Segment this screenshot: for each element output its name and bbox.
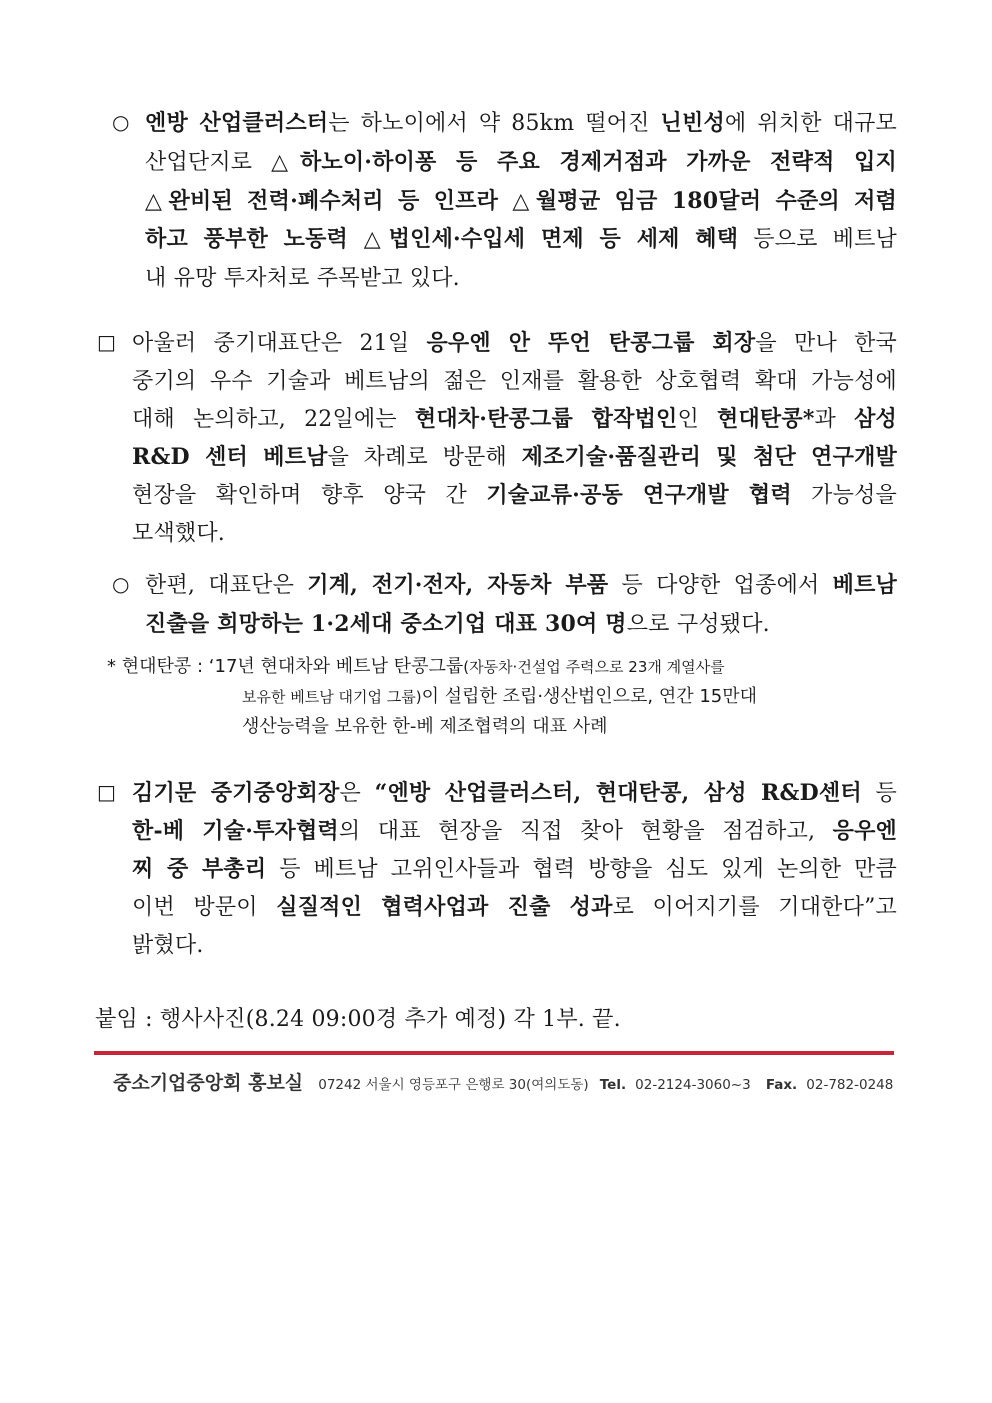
footer-org: 중소기업중앙회 홍보실 [113, 1072, 304, 1094]
text-line: 모색했다. [132, 521, 226, 546]
bullet-square: □ [97, 330, 117, 354]
bullet-circle: ○ [112, 110, 130, 134]
bullet-circle: ○ [112, 572, 130, 596]
text-line: 한-베 기술·투자협력의 대표 현장을 직접 찾아 현황을 점검하고, 응우엔 [132, 818, 897, 844]
text-line: 김기문 중기중앙회장은 “엔방 산업클러스터, 현대탄콩, 삼성 R&D센터 등 [132, 780, 897, 806]
text-line: △완비된 전력·폐수처리 등 인프라 △월평균 임금 180달러 수준의 저렴 [145, 188, 897, 214]
footnote-line: 생산능력을 보유한 한-베 제조협력의 대표 사례 [242, 716, 608, 737]
footnote-line: * 현대탄콩 : ‘17년 현대차와 베트남 탄콩그룹(자동차·건설업 주력으로 23개 계열사를 [107, 656, 725, 677]
text-line: R&D 센터 베트남을 차례로 방문해 제조기술·품질관리 및 첨단 연구개발 [132, 444, 897, 470]
text-line: 하고 풍부한 노동력 △법인세·수입세 면제 등 세제 혜택 등으로 베트남 [145, 226, 897, 252]
text-line: 산업단지로 △하노이·하이퐁 등 주요 경제거점과 가까운 전략적 입지 [145, 149, 897, 175]
text-line: 중기의 우수 기술과 베트남의 젊은 인재를 활용한 상호협력 확대 가능성에 [132, 369, 897, 394]
bullet-square: □ [97, 780, 117, 804]
footer [113, 1068, 893, 1095]
footer-address: 07242 서울시 영등포구 은행로 30(여의도동) [318, 1077, 589, 1093]
text-line: 밝혔다. [132, 933, 204, 958]
text-line: 이번 방문이 실질적인 협력사업과 진출 성과로 이어지기를 기대한다”고 [132, 894, 897, 920]
text-line: 진출을 희망하는 1·2세대 중소기업 대표 30여 명으로 구성됐다. [145, 611, 770, 637]
footer-fax: 02-782-0248 [806, 1077, 894, 1093]
footer-fax-label: Fax. [765, 1077, 798, 1093]
text-line: 아울러 중기대표단은 21일 응우엔 안 뚜언 탄콩그룹 회장을 만나 한국 [132, 330, 897, 356]
text-line: 엔방 산업클러스터는 하노이에서 약 85km 떨어진 닌빈성에 위치한 대규모 [145, 110, 897, 136]
footer-tel-label: Tel. [599, 1077, 627, 1093]
text-line: 대해 논의하고, 22일에는 현대차·탄콩그룹 합작법인인 현대탄콩*과 삼성 [132, 406, 897, 432]
attachment-note: 붙임 : 행사사진(8.24 09:00경 추가 예정) 각 1부. 끝. [95, 1007, 621, 1032]
text-line: 한편, 대표단은 기계, 전기·전자, 자동차 부품 등 다양한 업종에서 베트남 [145, 572, 898, 598]
text-line: 현장을 확인하며 향후 양국 간 기술교류·공동 연구개발 협력 가능성을 [132, 482, 897, 508]
footnote-line: 보유한 베트남 대기업 그룹)이 설립한 조립·생산법인으로, 연간 15만대 [242, 686, 758, 707]
text-line: 내 유망 투자처로 주목받고 있다. [145, 266, 460, 291]
footer-tel: 02-2124-3060~3 [635, 1077, 751, 1093]
footer-divider [94, 1051, 894, 1055]
text-line: 찌 중 부총리 등 베트남 고위인사들과 협력 방향을 심도 있게 논의한 만큼 [132, 856, 898, 882]
